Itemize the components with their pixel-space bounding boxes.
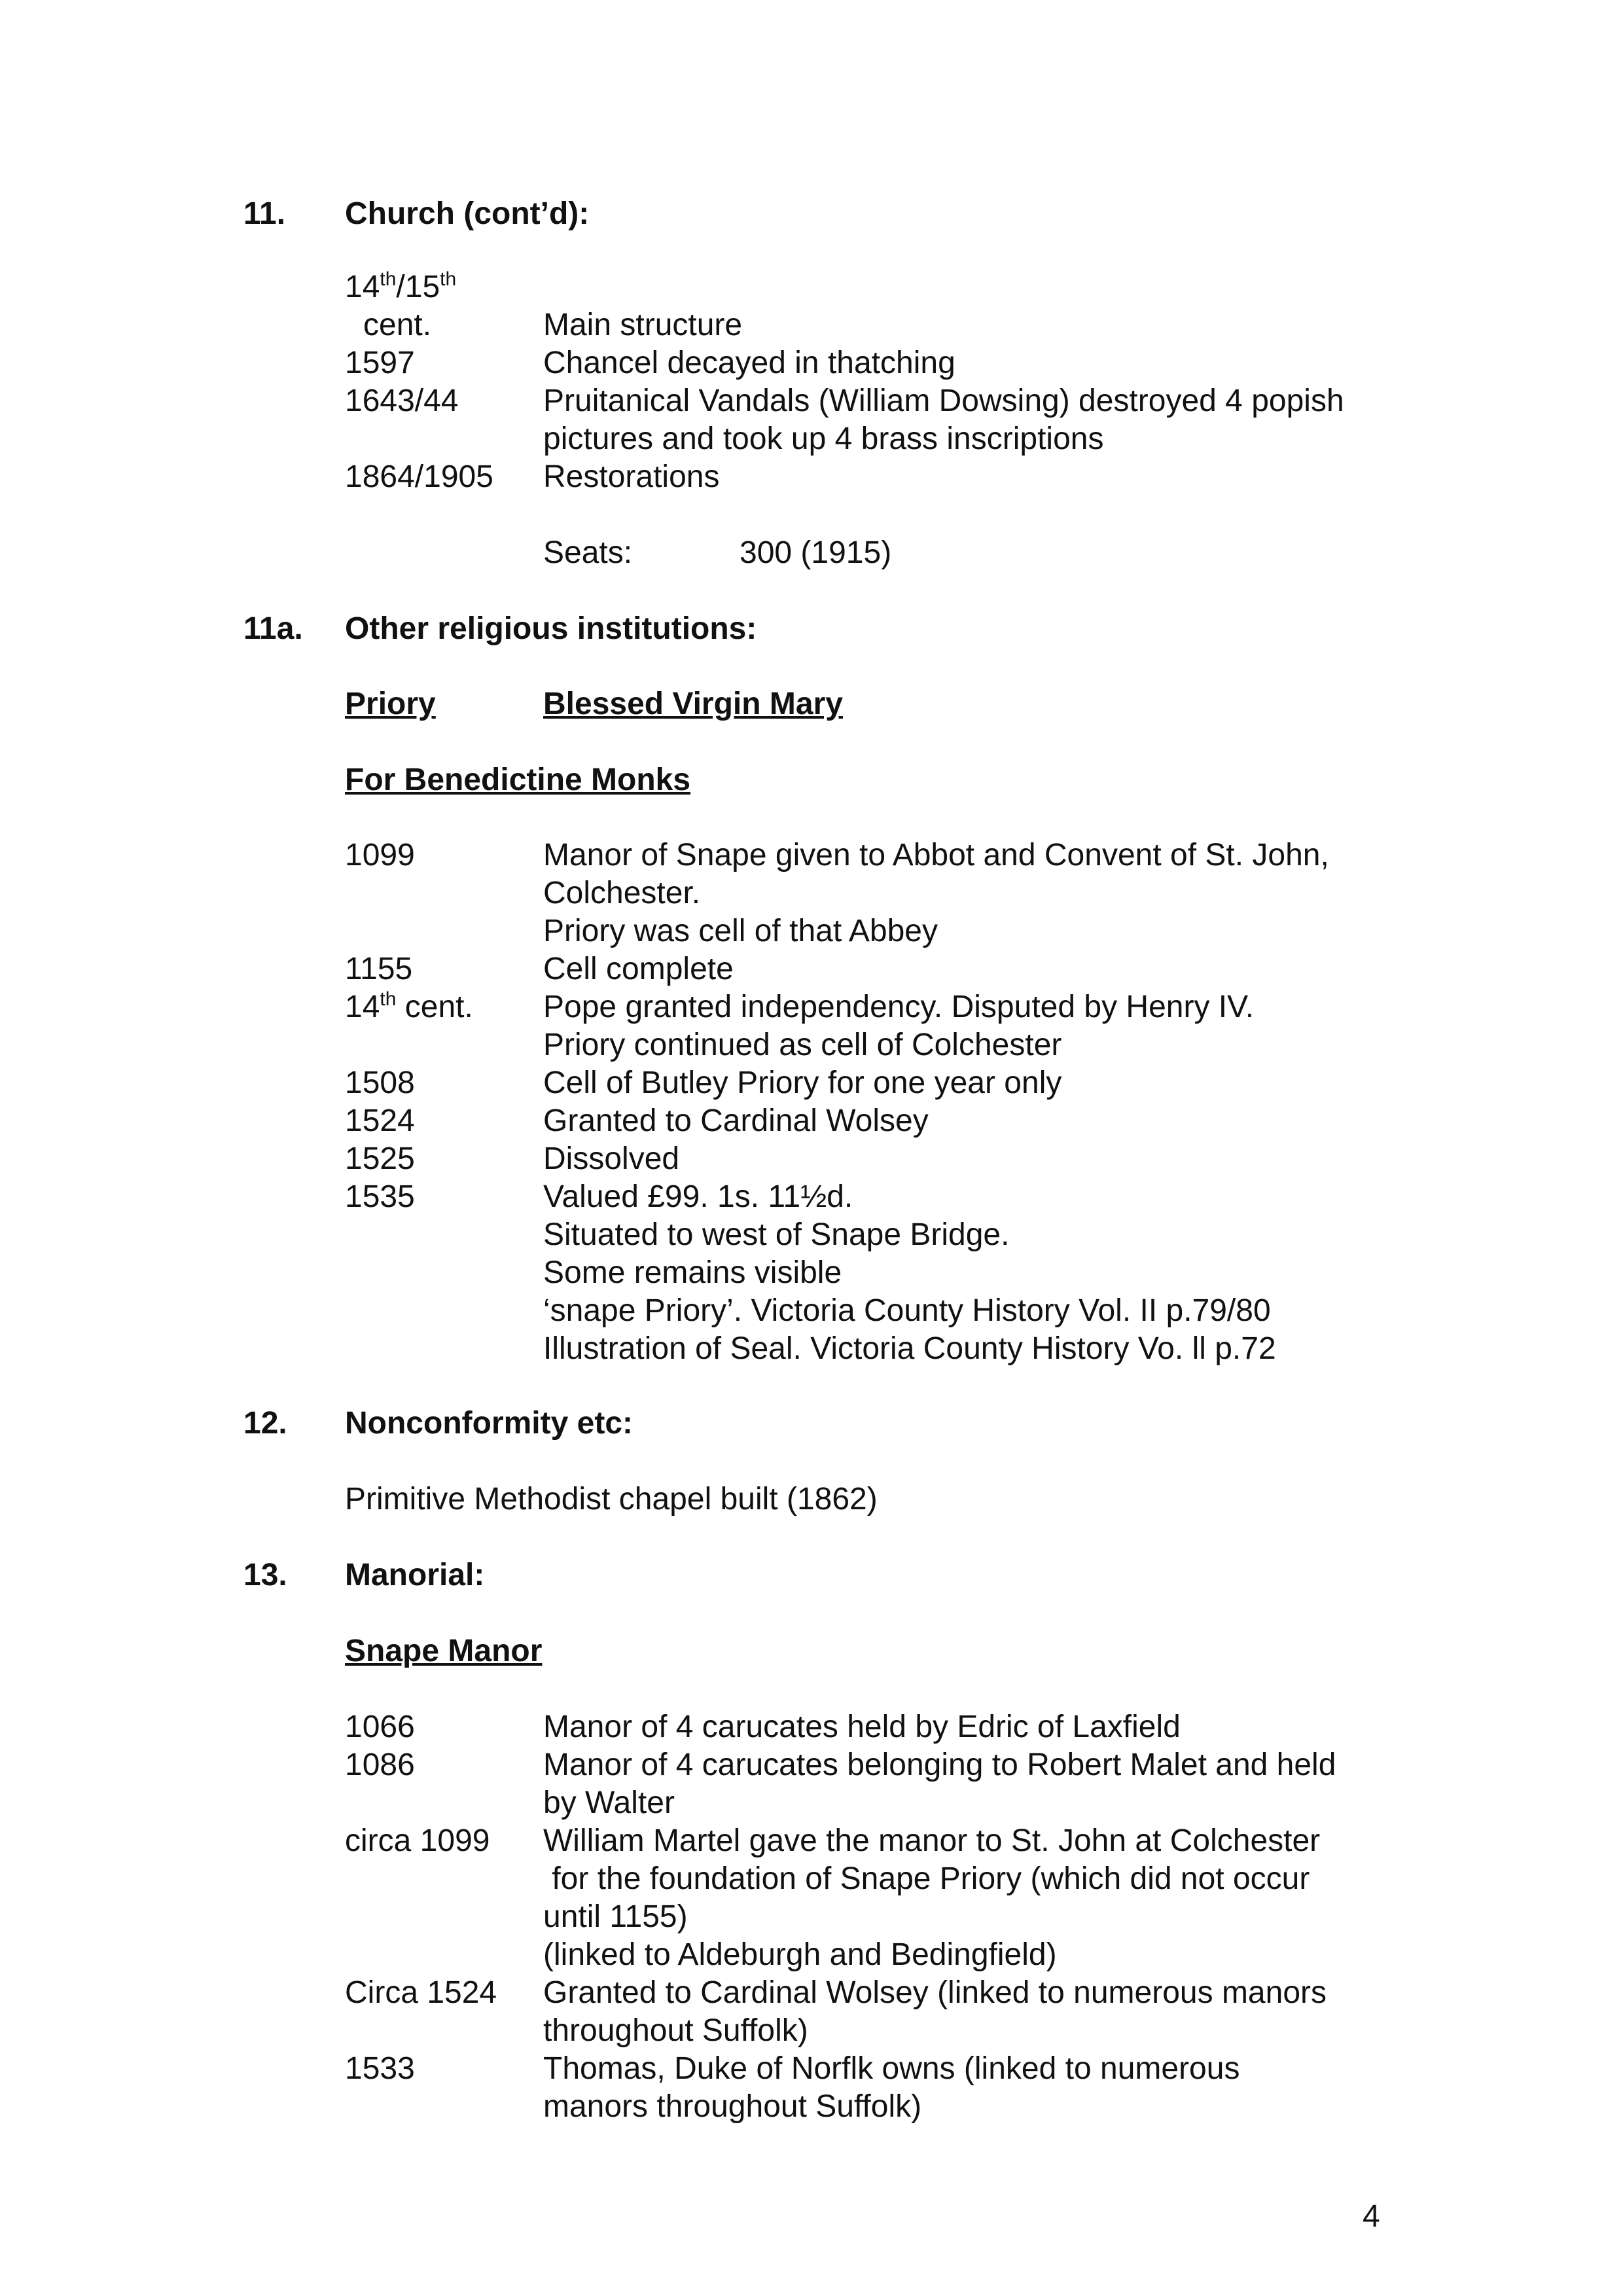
seats-value: 300 (1915) (740, 535, 892, 570)
row-text: Manor of Snape given to Abbot and Convent of St. John, Colchester. Priory was cell of that Abbey (543, 838, 1329, 948)
row-text: Pruitanical Vandals (William Dowsing) destroyed 4 popish pictures and took up 4 brass inscriptions (543, 384, 1344, 456)
row-date: 1535 (345, 1179, 415, 1214)
row-date: 1099 (345, 838, 415, 872)
section-title: Manorial: (345, 1558, 485, 1592)
row-text: Granted to Cardinal Wolsey (linked to numerous manors throughout Suffolk) (543, 1975, 1327, 2048)
row-date: circa 1099 (345, 1823, 490, 1858)
row-date: 14th cent. (345, 988, 473, 1024)
row-date: cent. (363, 308, 432, 342)
row-date: 1066 (345, 1710, 415, 1744)
row-text: Main structure (543, 308, 743, 342)
row-date: Circa 1524 (345, 1975, 497, 2010)
row-date: 1525 (345, 1141, 415, 1176)
row-date: 1533 (345, 2051, 415, 2086)
row-text: Cell of Butley Priory for one year only (543, 1066, 1062, 1100)
row-text: Pope granted independency. Disputed by Henry IV. Priory continued as cell of Colchester (543, 990, 1255, 1062)
subheading-snape-manor: Snape Manor (345, 1634, 543, 1668)
section-number: 13. (243, 1558, 287, 1592)
section-number: 11. (243, 196, 286, 231)
row-date: 1864/1905 (345, 459, 493, 494)
row-date: 1508 (345, 1066, 415, 1100)
row-text: Chancel decayed in thatching (543, 346, 955, 380)
priory-name: Blessed Virgin Mary (543, 687, 843, 721)
page-number: 4 (1363, 2199, 1380, 2234)
date-14th-15th: 14th/15th (345, 268, 457, 304)
row-text: Restorations (543, 459, 720, 494)
row-date: 1524 (345, 1103, 415, 1138)
row-text: Manor of 4 carucates held by Edric of Laxfield (543, 1710, 1181, 1744)
seats-label: Seats: (543, 535, 633, 570)
row-text: William Martel gave the manor to St. John at Colchester for the foundation of Snape Priory (which did not occur until 1155) (linked to Aldeburgh and Bedingfield) (543, 1823, 1321, 1972)
section-title: Church (cont’d): (345, 196, 590, 231)
section-number: 12. (243, 1406, 287, 1441)
row-text: Manor of 4 carucates belonging to Robert Malet and held by Walter (543, 1748, 1336, 1820)
section-title: Other religious institutions: (345, 611, 757, 646)
row-text: Valued £99. 1s. 11½d. Situated to west of Snape Bridge. Some remains visible ‘snape Priory’. Victoria County History Vol. II p.79/80 Illustration of Seal. Victoria County History Vo. ll p.72 (543, 1179, 1276, 1366)
row-text: Granted to Cardinal Wolsey (543, 1103, 929, 1138)
subheading-benedictine: For Benedictine Monks (345, 762, 691, 797)
row-date: 1086 (345, 1748, 415, 1782)
row-text: Thomas, Duke of Norflk owns (linked to numerous manors throughout Suffolk) (543, 2051, 1240, 2124)
section-number: 11a. (243, 611, 303, 646)
row-date: 1643/44 (345, 384, 459, 418)
nonconformity-text: Primitive Methodist chapel built (1862) (345, 1482, 878, 1516)
row-text: Cell complete (543, 952, 734, 986)
row-text: Dissolved (543, 1141, 680, 1176)
row-date: 1597 (345, 346, 415, 380)
section-title: Nonconformity etc: (345, 1406, 633, 1441)
priory-label: Priory (345, 687, 436, 721)
row-date: 1155 (345, 952, 413, 986)
